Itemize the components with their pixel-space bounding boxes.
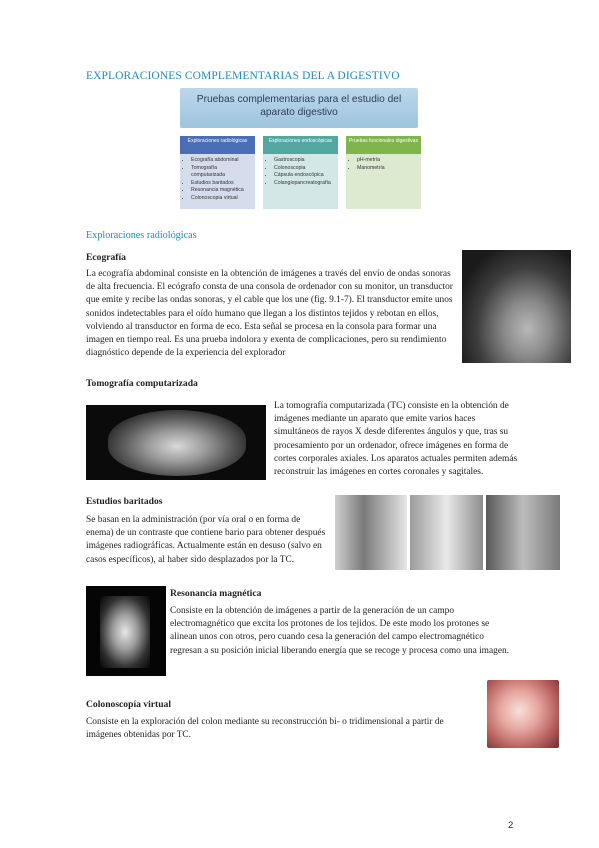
ecografia-image xyxy=(462,250,571,363)
page-number: 2 xyxy=(508,820,514,831)
diagram-item: • Gastroscopia xyxy=(274,157,335,165)
colonoscopia-title: Colonoscopía virtual xyxy=(86,699,172,710)
resonancia-image-scan xyxy=(100,596,150,668)
baritados-image-3 xyxy=(486,495,560,570)
main-heading: EXPLORACIONES COMPLEMENTARIAS DEL A DIGESTIVO xyxy=(86,70,400,82)
tomografia-title: Tomografía computarizada xyxy=(86,378,198,389)
diagram-item: • Tomografía computarizada xyxy=(191,165,252,180)
diagram-item: • Colonoscopia virtual xyxy=(191,195,252,203)
ecografia-text: La ecografía abdominal consiste en la obtención de imágenes a través del envío de ondas sonoras de alta frecuencia. El ecógrafo consta de una consola de ordenador con su monitor, un transductor que emite y recibe las ondas sonoras, y el cable que los une (fig. 9.1-7). El transductor emite unos sonidos indetectables para el oído humano que llegan a los distintos tejidos y rebotan en ellos, volviendo al transductor en forma de eco. Esta señal se procesa en la consola para formar una imagen en tiempo real. Es una prueba indolora y exenta de complicaciones, pero su rendimiento diagnóstico depende de la experiencia del explorador xyxy=(86,269,453,359)
diagram-item: • Resonancia magnética xyxy=(191,187,252,195)
resonancia-text: Consiste en la obtención de imágenes a partir de la generación de un campo electromagnético que excita los protones de los tejidos. De este modo los protones se alinean unos con otros, pero cuando cesa la generación del campo electromagnético regresan a su posición inicial liberando energía que se recoge y procesa como una imagen. xyxy=(170,606,510,656)
tomografia-image-scan xyxy=(108,410,246,476)
diagram-item: • Colangiopancreatografía xyxy=(274,180,335,188)
diagram-item: • pH-metría xyxy=(357,157,418,165)
diagram-item: • Manometría xyxy=(357,165,418,173)
baritados-image-1 xyxy=(335,495,407,570)
diagram-column-endoscopicas xyxy=(263,136,338,209)
diagram-item: • Cápsula endoscópica xyxy=(274,172,335,180)
diagram-title: Pruebas complementarias para el estudio del aparato digestivo xyxy=(180,88,418,128)
resonancia-title: Resonancia magnética xyxy=(170,588,262,599)
diagram-column-header: Pruebas funcionales digestivas xyxy=(346,136,421,154)
diagram-item: • Estudios baritados xyxy=(191,180,252,188)
colonoscopia-image xyxy=(487,680,559,748)
section-title: Exploraciones radiológicas xyxy=(86,230,197,241)
diagram-column-radiologicas xyxy=(180,136,255,209)
diagram-item: • Colonoscopia xyxy=(274,165,335,173)
diagram-column-header: Exploraciones radiológicas xyxy=(180,136,255,154)
diagram-column-header: Exploraciones endoscópicas xyxy=(263,136,338,154)
baritados-text: Se basan en la administración (por vía oral o en forma de enema) de un contraste que contiene bario para obtener después imágenes radiográficas. Actualmente están en desuso (salvo en casos específicos), al haber sido desplazados por la TC. xyxy=(86,515,326,565)
colonoscopia-text: Consiste en la exploración del colon mediante su reconstrucción bi- o tridimensional a partir de imágenes obtenidas por TC. xyxy=(86,717,444,741)
baritados-title: Estudios baritados xyxy=(86,496,163,507)
diagram-column-funcionales xyxy=(346,136,421,209)
baritados-image-2 xyxy=(410,495,483,570)
tomografia-text: La tomografía computarizada (TC) consiste en la obtención de imágenes mediante un aparato que emite varios haces simultáneos de rayos X desde diferentes ángulos y que, tras su procesamiento por un ordenador, ofrece imágenes en forma de cortes corporales axiales. Los aparatos actuales permiten además reconstruir las imágenes en cortes coronales y sagitales. xyxy=(274,401,518,478)
diagram-item: • Ecografía abdominal xyxy=(191,157,252,165)
ecografia-title: Ecografía xyxy=(86,252,126,263)
